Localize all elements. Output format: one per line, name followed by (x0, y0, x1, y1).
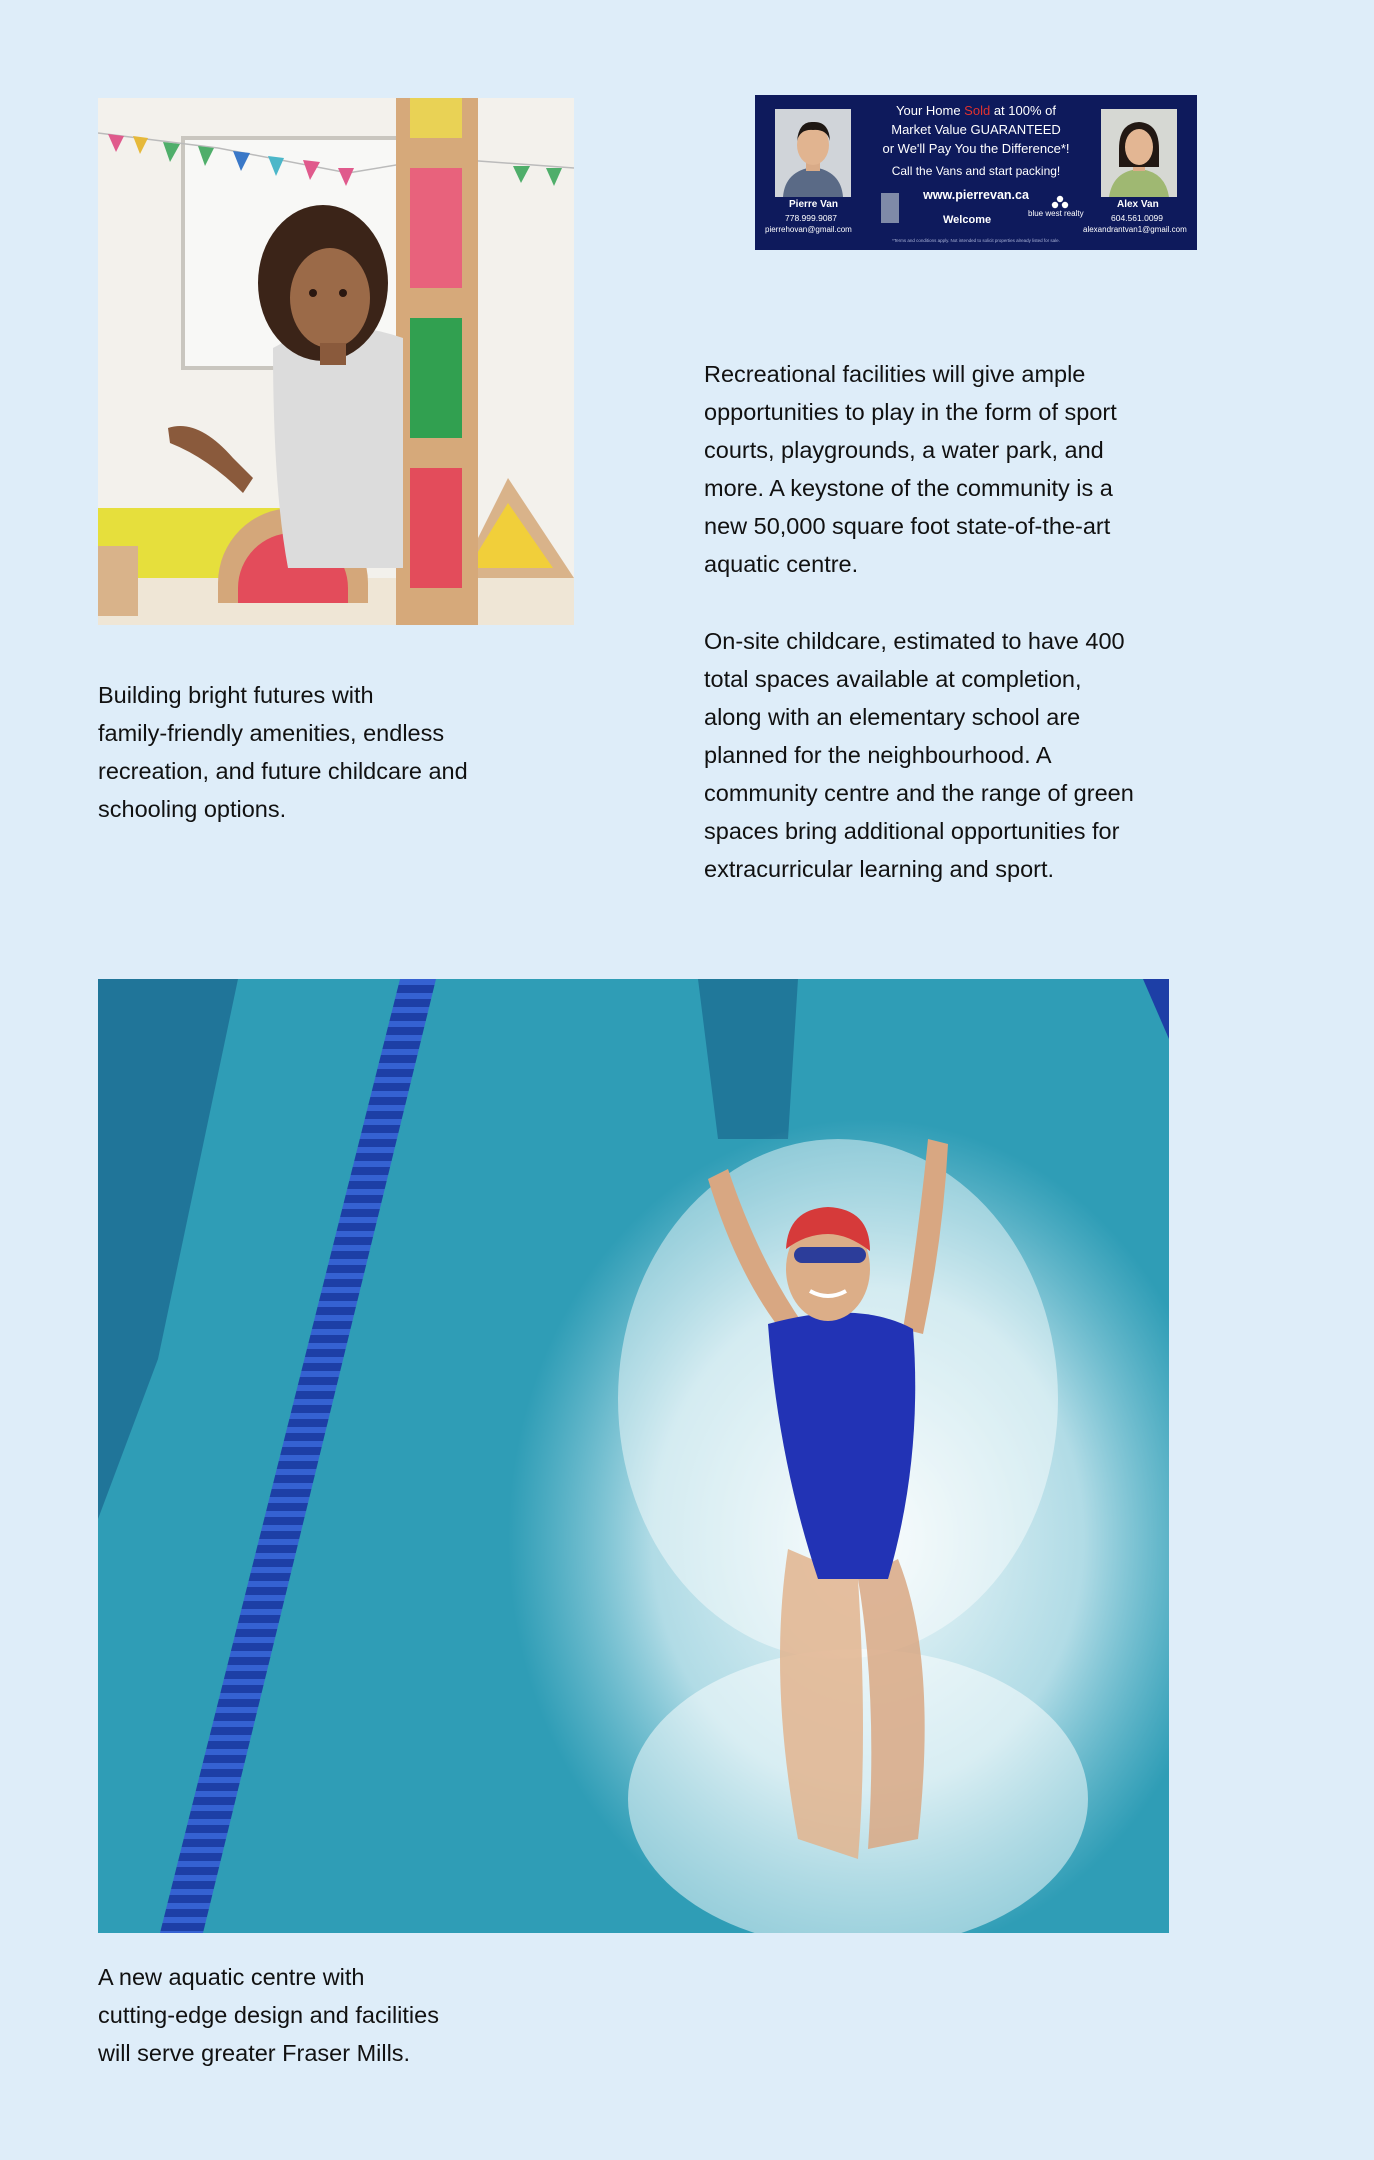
text-line: total spaces available at completion, (704, 666, 1082, 692)
ad-sold-word: Sold (964, 103, 991, 118)
text-line: community centre and the range of green (704, 780, 1134, 806)
text-line: opportunities to play in the form of sport (704, 399, 1117, 425)
agent-left-phone: 778.999.9087 (785, 213, 837, 223)
text-line: aquatic centre. (704, 551, 859, 577)
text-line: cutting-edge design and facilities (98, 2002, 439, 2028)
text-line: On-site childcare, estimated to have 400 (704, 628, 1125, 654)
text-line: schooling options. (98, 796, 287, 822)
text-line: family-friendly amenities, endless (98, 720, 445, 746)
text-line: A new aquatic centre with (98, 1964, 365, 1990)
agent-right-name: Alex Van (1117, 199, 1159, 210)
agent-photo-left (775, 109, 851, 197)
ad-brand-name: blue west realty (1028, 209, 1084, 218)
aquatic-photo-caption (98, 1958, 538, 2072)
agent-left-name: Pierre Van (789, 199, 838, 210)
text-line: Building bright futures with (98, 682, 374, 708)
child-photo-caption (98, 676, 538, 828)
text-line: recreation, and future childcare and (98, 758, 468, 784)
ad-website-link[interactable]: www.pierrevan.ca (923, 188, 1029, 202)
ad-headline: Your Home Sold at 100% of Market Value GUARANTEED or We'll Pay You the Difference*! (882, 103, 1070, 156)
text-line: spaces bring additional opportunities for (704, 818, 1120, 844)
text-line: extracurricular learning and sport. (704, 856, 1055, 882)
agent-right-phone: 604.561.0099 (1111, 213, 1163, 223)
agent-right-email: alexandrantvan1@gmail.com (1083, 225, 1187, 234)
childcare-paragraph (704, 622, 1194, 888)
agent-left-email: pierrehovan@gmail.com (765, 225, 852, 234)
text-line: new 50,000 square foot state-of-the-art (704, 513, 1111, 539)
child-playing-photo (98, 98, 574, 625)
building-logo-icon (881, 193, 899, 223)
text-line: Recreational facilities will give ample (704, 361, 1086, 387)
text-line: will serve greater Fraser Mills. (98, 2040, 411, 2066)
swimmer-pool-photo (98, 979, 1169, 1933)
ad-fine-print: *Terms and conditions apply. Not intended to solicit properties already listed for sale. (892, 238, 1060, 243)
recreation-paragraph (704, 355, 1194, 583)
text-line: courts, playgrounds, a water park, and (704, 437, 1104, 463)
realty-logo-icon (1051, 195, 1069, 209)
text-line: planned for the neighbourhood. A (704, 742, 1052, 768)
ad-subline: Call the Vans and start packing! (891, 164, 1061, 178)
text-line: along with an elementary school are (704, 704, 1081, 730)
realtor-ad-banner[interactable] (755, 95, 1197, 250)
text-line: more. A keystone of the community is a (704, 475, 1113, 501)
agent-photo-right (1101, 109, 1177, 197)
ad-welcome: Welcome (943, 214, 992, 226)
